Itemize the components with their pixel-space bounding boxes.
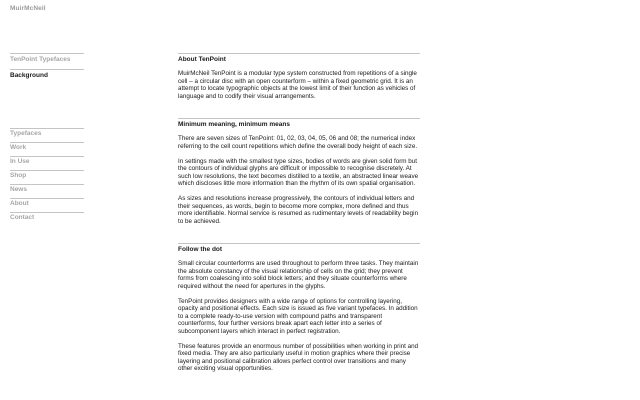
nav-item-news[interactable]: News [10, 184, 84, 198]
nav-item-about[interactable]: About [10, 198, 84, 212]
section-minimum-meaning [178, 118, 420, 225]
nav-item-shop[interactable]: Shop [10, 170, 84, 184]
subnav-item-tenpoint-typefaces[interactable]: TenPoint Typefaces [10, 53, 84, 68]
section-heading: Follow the dot [178, 246, 223, 253]
section-paragraph: These features provide an enormous number of possibilities when working in print and fixed media. They are also particularly useful in motion graphics where their precise layering and positional calibration allows perfect control over transitions and many other exciting visual opportunities. [178, 342, 419, 372]
site-logo[interactable]: MuirMcNeil [10, 5, 46, 12]
main-navigation [10, 128, 84, 226]
section-paragraph: TenPoint provides designers with a wide range of options for controlling layering, opacity and positional effects. Each size is issued as five variant typefaces. In addition to a complete ready-to-use version with compound paths and transparent counterforms, four further versions break apart each letter into a series of subcomponent layers which interact in perfect registration. [178, 297, 418, 335]
section-paragraph: Small circular counterforms are used throughout to perform three tasks. They maintain the absolute constancy of the visual relationship of cells on the grid; they prevent forms from coalescing into solid block letters; and they situate counterforms where required without the need for apertures in the glyphs. [178, 260, 419, 290]
section-paragraph: There are seven sizes of TenPoint: 01, 02, 03, 04, 05, 06 and 08; the numerical index referring to the cell count repetitions which define the overall body height of each size. [178, 135, 418, 150]
subnav-item-background[interactable]: Background [10, 69, 84, 84]
section-follow-the-dot [178, 243, 420, 373]
section-paragraph: As sizes and resolutions increase progressively, the contours of individual letters and their sequences, as words, begin to become more complex, more defined and thus more identifiable. Normal service is resumed as rudimentary levels of readability begin to be achieved. [178, 195, 419, 225]
section-heading: About TenPoint [178, 56, 226, 63]
article-content [178, 53, 420, 391]
nav-item-contact[interactable]: Contact [10, 212, 84, 226]
nav-item-in-use[interactable]: In Use [10, 156, 84, 170]
nav-item-typefaces[interactable]: Typefaces [10, 128, 84, 142]
section-paragraph: In settings made with the smallest type sizes, bodies of words are given solid form but the contours of individual glyphs are difficult or impossible to recognise discretely. At such low resolutions, the text becomes distilled to a textile, an abstracted linear weave which discloses little more information than the rhythm of its own spatial organisation. [178, 157, 419, 187]
sub-navigation [10, 53, 84, 85]
section-paragraph: MuirMcNeil TenPoint is a modular type system constructed from repetitions of a single cell – a circular disc with an open counterform – within a fixed geometric grid. It is an attempt to locate typographic objects at the lowest limit of their function as vehicles of language and to codify their visual arrangements. [178, 70, 417, 100]
section-heading: Minimum meaning, minimum means [178, 121, 290, 128]
nav-item-work[interactable]: Work [10, 142, 84, 156]
section-about-tenpoint [178, 53, 420, 100]
